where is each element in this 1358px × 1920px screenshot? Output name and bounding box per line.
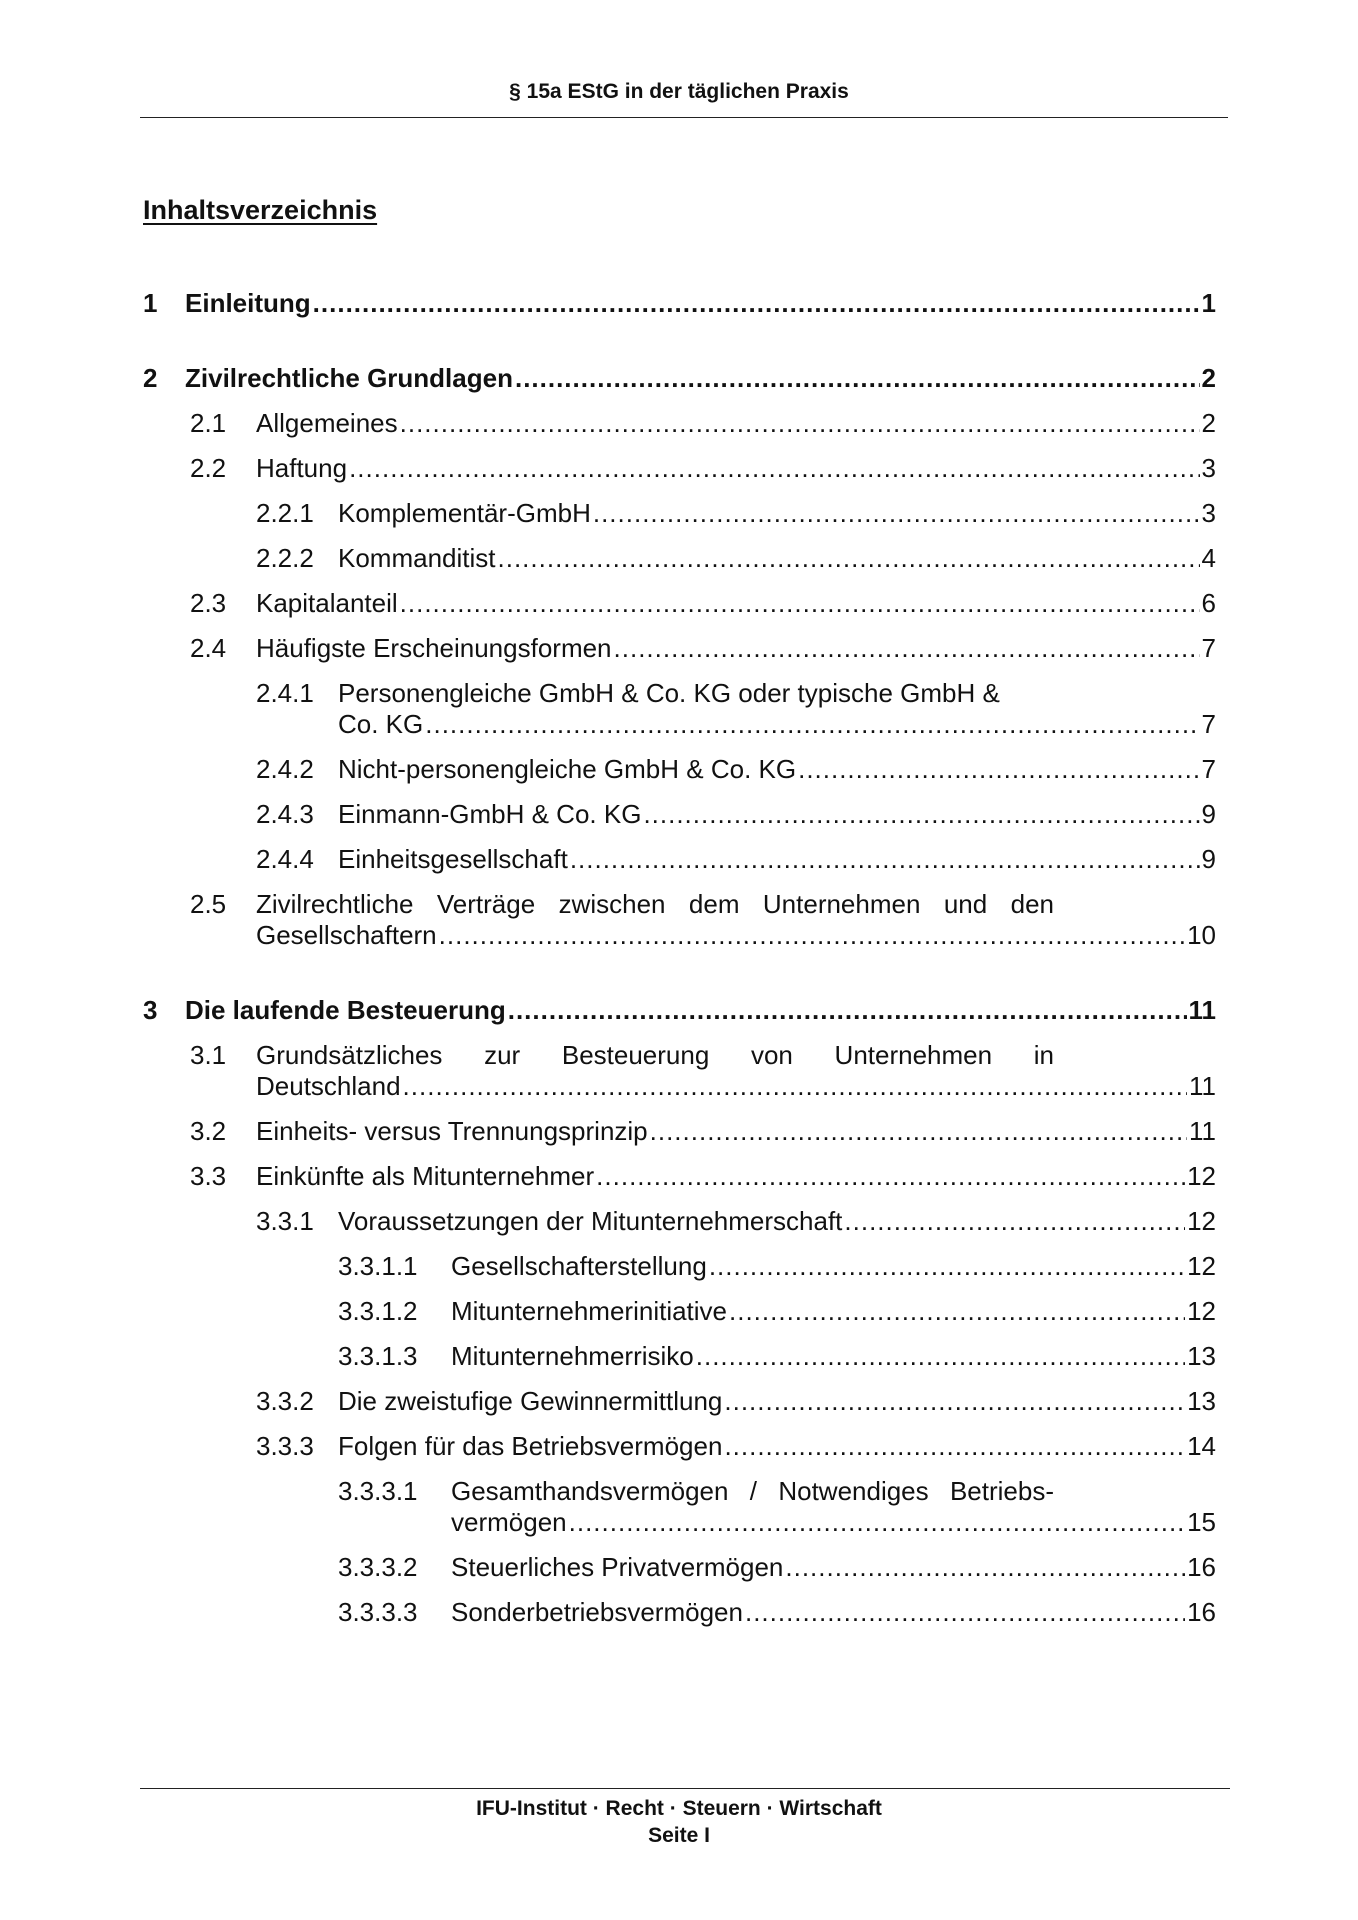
toc-leader-dots [425,708,1199,740]
toc-title: Voraussetzungen der Mitunternehmerschaft [338,1206,843,1236]
toc-title-line1: Gesamthandsvermögen / Notwendiges Betriebs- [451,1476,1054,1506]
toc-number: 2.4 [190,633,227,663]
toc-number: 2.4.4 [256,844,314,874]
toc-title-line1: Zivilrechtliche Verträge zwischen dem Unternehmen und den [256,889,1054,919]
toc-title: Kapitalanteil [256,588,398,618]
toc-title: Nicht-personengleiche GmbH & Co. KG [338,754,797,784]
toc-number: 2.2 [190,453,227,483]
toc-page-number: 7 [1201,633,1216,663]
toc-title: Haftung [256,453,348,483]
toc-title: Kommanditist [338,543,496,573]
toc-title: Sonderbetriebsvermögen [451,1597,743,1627]
toc-entry-2-2-2[interactable] [256,542,1216,574]
toc-heading: Inhaltsverzeichnis [143,195,378,225]
toc-entry-3-3-3[interactable] [256,1430,1216,1462]
toc-number: 3.3.3.1 [338,1476,418,1506]
footer-rule [140,1788,1230,1789]
toc-entry-2-4-3[interactable] [256,798,1216,830]
toc-leader-dots [349,452,1199,484]
toc-leader-dots [498,542,1200,574]
toc-entry-1[interactable] [143,287,1216,319]
toc-title: Gesellschaftern [256,920,437,950]
toc-title: Zivilrechtliche Grundlagen [185,363,513,393]
toc-number: 2.5 [190,889,227,919]
toc-title: Deutschland [256,1071,401,1101]
toc-number: 3.3.3.3 [338,1597,418,1627]
toc-page-number: 12 [1187,1296,1216,1326]
toc-page-number: 13 [1187,1341,1216,1371]
toc-title: Einheits- versus Trennungsprinzip [256,1116,648,1146]
toc-number: 3.3.1.2 [338,1296,418,1326]
toc-number: 2.4.1 [256,678,314,708]
toc-title: Co. KG [338,709,424,739]
toc-entry-2-4-4[interactable] [256,843,1216,875]
toc-page-number: 15 [1187,1507,1216,1537]
toc-page-number: 12 [1187,1251,1216,1281]
toc-page-number: 3 [1201,453,1216,483]
toc-title: Die laufende Besteuerung [185,995,506,1025]
toc-page-number: 12 [1187,1161,1216,1191]
toc-page-number: 7 [1201,754,1216,784]
toc-entry-2-4-1-line1 [256,677,1216,709]
toc-leader-dots [729,1295,1185,1327]
toc-entry-3-3[interactable] [190,1160,1216,1192]
toc-page-number: 4 [1201,543,1216,573]
toc-title: Mitunternehmerrisiko [451,1341,694,1371]
toc-title: Steuerliches Privatvermögen [451,1552,784,1582]
toc-leader-dots [724,1430,1185,1462]
toc-number: 2.4.3 [256,799,314,829]
toc-number: 3.2 [190,1116,227,1146]
toc-page-number: 9 [1201,799,1216,829]
toc-leader-dots [650,1115,1187,1147]
toc-title: vermögen [451,1507,567,1537]
toc-leader-dots [724,1385,1185,1417]
toc-entry-2-3[interactable] [190,587,1216,619]
toc-leader-dots [508,994,1187,1026]
toc-number: 3.3.1 [256,1206,314,1236]
toc-page-number: 13 [1187,1386,1216,1416]
toc-title: Einleitung [185,288,311,318]
toc-page-number: 3 [1201,498,1216,528]
toc-entry-2-4-1[interactable] [256,708,1216,740]
toc-title-line1: Grundsätzliches zur Besteuerung von Unternehmen in [256,1040,1054,1070]
toc-entry-2-5[interactable] [190,919,1216,951]
toc-number: 3.3.3 [256,1431,314,1461]
toc-leader-dots [745,1596,1185,1628]
toc-number: 3.3 [190,1161,227,1191]
toc-page-number: 2 [1201,363,1216,393]
toc-number: 3.3.1.1 [338,1251,418,1281]
toc-title: Allgemeines [256,408,398,438]
toc-leader-dots [403,1070,1187,1102]
toc-entry-2-2[interactable] [190,452,1216,484]
toc-number: 3.1 [190,1040,227,1070]
toc-entry-3-3-3-3[interactable] [338,1596,1216,1628]
toc-title: Gesellschafterstellung [451,1251,707,1281]
toc-leader-dots [614,632,1200,664]
toc-number: 2 [143,363,158,393]
toc-number: 3.3.2 [256,1386,314,1416]
toc-number: 3.3.3.2 [338,1552,418,1582]
toc-number: 1 [143,288,158,318]
toc-page-number: 7 [1201,709,1216,739]
page-header-title: § 15a EStG in der täglichen Praxis [509,80,849,103]
toc-page-number: 10 [1187,920,1216,950]
toc-page-number: 12 [1187,1206,1216,1236]
toc-page-number: 9 [1201,844,1216,874]
toc-page-number: 1 [1201,288,1216,318]
toc-title: Einkünfte als Mitunternehmer [256,1161,595,1191]
toc-entry-3-3-3-1[interactable] [338,1506,1216,1538]
toc-entry-3-2[interactable] [190,1115,1216,1147]
toc-title: Häufigste Erscheinungsformen [256,633,612,663]
toc-entry-3-3-1-3[interactable] [338,1340,1216,1372]
toc-entry-2-4-2[interactable] [256,753,1216,785]
toc-leader-dots [439,919,1185,951]
toc-leader-dots [515,362,1200,394]
toc-leader-dots [313,287,1200,319]
toc-leader-dots [844,1205,1185,1237]
toc-title: Die zweistufige Gewinnermittlung [338,1386,723,1416]
toc-page-number: 11 [1188,995,1216,1025]
toc-number: 2.2.1 [256,498,314,528]
toc-leader-dots [596,1160,1185,1192]
toc-entry-3-1[interactable] [190,1070,1216,1102]
toc-leader-dots [709,1250,1185,1282]
toc-leader-dots [785,1551,1185,1583]
toc-entry-2-2-1[interactable] [256,497,1216,529]
toc-title-line1: Personengleiche GmbH & Co. KG oder typische GmbH & [338,678,1000,708]
toc-entry-2[interactable] [143,362,1216,394]
toc-entry-3[interactable] [143,994,1216,1026]
footer-page-label: Seite I [648,1824,710,1847]
toc-title: Einmann-GmbH & Co. KG [338,799,642,829]
toc-leader-dots [593,497,1200,529]
toc-page-number: 2 [1201,408,1216,438]
toc-number: 2.2.2 [256,543,314,573]
toc-leader-dots [400,407,1200,439]
toc-entry-3-3-1[interactable] [256,1205,1216,1237]
toc-number: 2.3 [190,588,227,618]
toc-number: 2.4.2 [256,754,314,784]
toc-number: 3.3.1.3 [338,1341,418,1371]
toc-page-number: 14 [1187,1431,1216,1461]
toc-number: 2.1 [190,408,227,438]
toc-entry-3-3-1-2[interactable] [338,1295,1216,1327]
toc-entry-3-3-3-2[interactable] [338,1551,1216,1583]
toc-title: Komplementär-GmbH [338,498,591,528]
toc-title: Folgen für das Betriebsvermögen [338,1431,723,1461]
toc-entry-3-3-1-1[interactable] [338,1250,1216,1282]
toc-entry-2-4[interactable] [190,632,1216,664]
toc-leader-dots [696,1340,1185,1372]
toc-page-number: 11 [1189,1116,1216,1146]
toc-entry-3-3-2[interactable] [256,1385,1216,1417]
toc-leader-dots [569,1506,1185,1538]
footer-institute: IFU-Institut · Recht · Steuern · Wirtschaft [476,1797,882,1820]
toc-leader-dots [570,843,1200,875]
toc-title: Einheitsgesellschaft [338,844,568,874]
toc-title: Mitunternehmerinitiative [451,1296,728,1326]
toc-page-number: 11 [1189,1071,1216,1101]
toc-number: 3 [143,995,158,1025]
toc-page-number: 16 [1187,1552,1216,1582]
toc-leader-dots [643,798,1199,830]
toc-page-number: 16 [1187,1597,1216,1627]
toc-leader-dots [400,587,1200,619]
toc-page-number: 6 [1201,588,1216,618]
toc-entry-2-1[interactable] [190,407,1216,439]
toc-leader-dots [798,753,1199,785]
